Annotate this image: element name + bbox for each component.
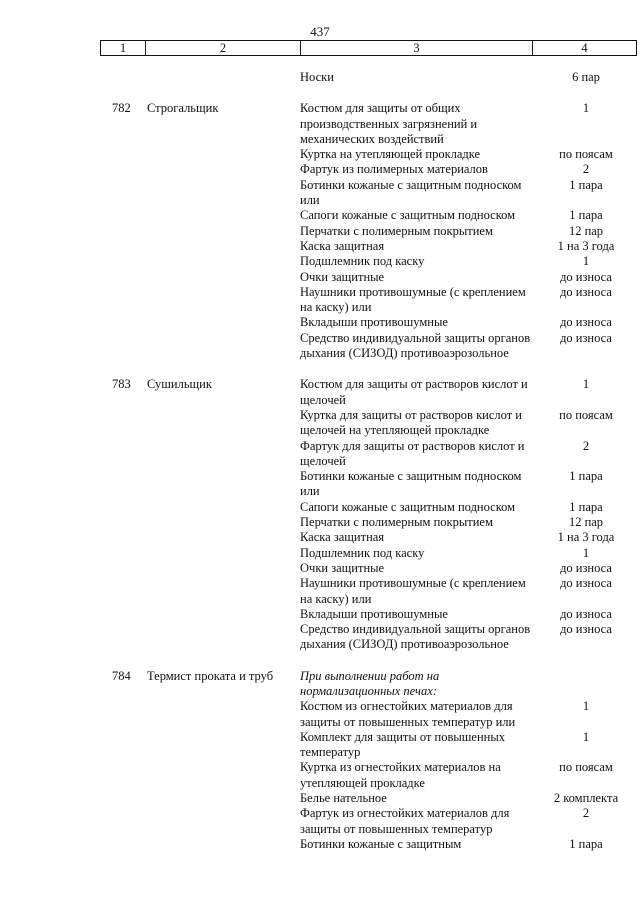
equipment-quantity: до износа bbox=[560, 606, 612, 621]
equipment-item: Каска защитная bbox=[300, 530, 385, 545]
column-header-4: 4 bbox=[533, 41, 637, 56]
equipment-item: Сапоги кожаные с защитным подноском bbox=[300, 499, 516, 514]
column-header-1: 1 bbox=[119, 41, 127, 55]
equipment-item: Вкладыши противошумные bbox=[300, 606, 448, 621]
equipment-item: Фартук из огнестойких материалов для защиты от повышенных температур bbox=[300, 806, 510, 836]
equipment-row bbox=[300, 162, 640, 177]
equipment-item: Костюм для защиты от растворов кислот и щелочей bbox=[300, 377, 528, 407]
equipment-item: Белье нательное bbox=[300, 791, 387, 806]
equipment-quantity: до износа bbox=[560, 576, 612, 591]
equipment-row bbox=[300, 500, 640, 515]
profession-name: Сушильщик bbox=[147, 377, 212, 392]
equipment-item: Вкладыши противошумные bbox=[300, 315, 448, 330]
page-number: 437 bbox=[310, 24, 330, 39]
equipment-item: Костюм для защиты от общих производственных загрязнений и механических воздействий bbox=[300, 101, 478, 146]
equipment-row bbox=[300, 377, 640, 408]
equipment-item: Фартук из полимерных материалов bbox=[300, 162, 488, 177]
equipment-item: Ботинки кожаные с защитным подноском или bbox=[300, 469, 522, 499]
equipment-row bbox=[300, 254, 640, 269]
equipment-item: Костюм из огнестойких материалов для защиты от повышенных температур или bbox=[300, 699, 516, 729]
equipment-quantity: 1 пара bbox=[569, 469, 603, 484]
equipment-quantity: до износа bbox=[560, 315, 612, 330]
entry-number: 783 bbox=[112, 377, 131, 392]
equipment-quantity: 2 bbox=[582, 806, 590, 821]
entry-number: 784 bbox=[112, 668, 131, 683]
equipment-row bbox=[300, 622, 640, 653]
equipment-quantity: 1 на 3 года bbox=[557, 530, 615, 545]
equipment-row bbox=[300, 469, 640, 500]
equipment-item: Очки защитные bbox=[300, 560, 385, 575]
equipment-quantity: до износа bbox=[560, 269, 612, 284]
equipment-row bbox=[300, 270, 640, 285]
equipment-row bbox=[300, 546, 640, 561]
equipment-item: Куртка для защиты от растворов кислот и щелочей на утепляющей прокладке bbox=[300, 407, 522, 438]
equipment-item: Ботинки кожаные с защитным подноском или bbox=[300, 177, 522, 208]
equipment-row bbox=[300, 515, 640, 530]
equipment-list bbox=[300, 377, 640, 652]
equipment-quantity: 1 пара bbox=[569, 208, 603, 223]
equipment-quantity: 1 bbox=[582, 729, 590, 744]
column-header-2: 2 bbox=[146, 41, 301, 56]
equipment-row bbox=[300, 178, 640, 209]
equipment-quantity: по поясам bbox=[559, 407, 613, 422]
work-condition-note: При выполнении работ на нормализационных печах: bbox=[300, 668, 440, 698]
equipment-item: Наушники противошумные (с креплением на каску) или bbox=[300, 576, 526, 606]
equipment-item: Средство индивидуальной защиты органов дыхания (СИЗОД) противоаэрозольное bbox=[300, 330, 531, 361]
equipment-item: Комплект для защиты от повышенных температур bbox=[300, 729, 505, 760]
equipment-row bbox=[300, 147, 640, 162]
equipment-quantity: 1 пара bbox=[569, 836, 603, 851]
profession-name: Строгальщик bbox=[147, 101, 219, 116]
equipment-row bbox=[300, 837, 640, 852]
equipment-quantity: 1 пара bbox=[569, 499, 603, 514]
equipment-quantity: 2 bbox=[582, 162, 590, 177]
column-header-table bbox=[100, 40, 637, 56]
equipment-row bbox=[300, 208, 640, 223]
equipment-row bbox=[300, 331, 640, 362]
equipment-item: Перчатки с полимерным покрытием bbox=[300, 223, 493, 238]
equipment-row bbox=[300, 669, 640, 700]
equipment-item: Подшлемник под каску bbox=[300, 254, 425, 269]
equipment-quantity: 1 bbox=[582, 699, 590, 714]
equipment-quantity: до износа bbox=[560, 330, 612, 345]
equipment-quantity: 1 bbox=[582, 545, 590, 560]
equipment-row bbox=[300, 408, 640, 439]
equipment-row bbox=[300, 285, 640, 316]
equipment-item: Средство индивидуальной защиты органов дыхания (СИЗОД) противоаэрозольное bbox=[300, 622, 531, 652]
document-body bbox=[0, 70, 640, 852]
entry-783 bbox=[0, 377, 640, 652]
equipment-quantity: до износа bbox=[560, 560, 612, 575]
equipment-item: Каска защитная bbox=[300, 238, 385, 253]
equipment-row bbox=[300, 607, 640, 622]
item-quantity: 6 пар bbox=[572, 70, 600, 84]
continued-item-row bbox=[300, 70, 640, 85]
entry-number: 782 bbox=[112, 101, 131, 116]
equipment-item: Ботинки кожаные с защитным bbox=[300, 836, 462, 851]
equipment-item: Перчатки с полимерным покрытием bbox=[300, 515, 493, 530]
equipment-list bbox=[300, 669, 640, 853]
equipment-item: Куртка на утепляющей прокладке bbox=[300, 147, 481, 162]
equipment-quantity: 2 bbox=[582, 438, 590, 453]
profession-name: Термист проката и труб bbox=[147, 668, 274, 683]
equipment-item: Куртка из огнестойких материалов на утепляющей прокладке bbox=[300, 760, 501, 790]
equipment-item: Наушники противошумные (с креплением на каску) или bbox=[300, 284, 526, 315]
equipment-quantity: по поясам bbox=[559, 760, 613, 775]
equipment-row bbox=[300, 699, 640, 730]
equipment-quantity: до износа bbox=[560, 284, 612, 299]
equipment-quantity: 1 пара bbox=[569, 177, 603, 192]
equipment-quantity: 12 пар bbox=[568, 223, 604, 238]
entry-784 bbox=[0, 669, 640, 853]
equipment-item: Подшлемник под каску bbox=[300, 545, 425, 560]
equipment-row bbox=[300, 530, 640, 545]
equipment-quantity: 1 bbox=[582, 377, 590, 392]
equipment-row bbox=[300, 439, 640, 470]
equipment-row bbox=[300, 730, 640, 761]
equipment-row bbox=[300, 561, 640, 576]
equipment-item: Сапоги кожаные с защитным подноском bbox=[300, 208, 516, 223]
equipment-row bbox=[300, 576, 640, 607]
equipment-quantity: до износа bbox=[560, 622, 612, 637]
equipment-quantity: 2 комплекта bbox=[553, 791, 619, 806]
equipment-quantity: 12 пар bbox=[568, 515, 604, 530]
equipment-quantity: 1 bbox=[582, 254, 590, 269]
equipment-quantity: 1 bbox=[582, 101, 590, 116]
entry-782 bbox=[0, 101, 640, 361]
equipment-row bbox=[300, 315, 640, 330]
equipment-row bbox=[300, 791, 640, 806]
equipment-list bbox=[300, 101, 640, 361]
entries-list bbox=[0, 101, 640, 852]
equipment-item: Фартук для защиты от растворов кислот и щелочей bbox=[300, 438, 525, 468]
equipment-row bbox=[300, 760, 640, 791]
equipment-row bbox=[300, 239, 640, 254]
item-name: Носки bbox=[300, 70, 334, 84]
column-header-3: 3 bbox=[301, 41, 533, 56]
equipment-quantity: по поясам bbox=[559, 147, 613, 162]
equipment-row bbox=[300, 806, 640, 837]
equipment-quantity: 1 на 3 года bbox=[557, 238, 615, 253]
equipment-row bbox=[300, 101, 640, 147]
equipment-item: Очки защитные bbox=[300, 269, 385, 284]
equipment-row bbox=[300, 224, 640, 239]
